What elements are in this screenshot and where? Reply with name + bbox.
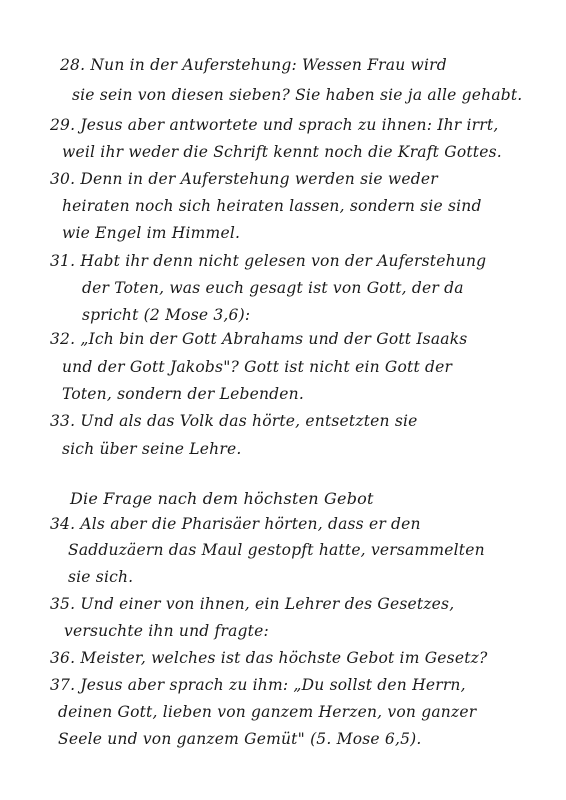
text-line: 29. Jesus aber antwortete und sprach zu ihnen: Ihr irrt,: [50, 116, 499, 134]
text-line: deinen Gott, lieben von ganzem Herzen, von ganzer: [58, 703, 477, 721]
text-line: sie sein von diesen sieben? Sie haben sie ja alle gehabt.: [72, 86, 523, 104]
text-line: sich über seine Lehre.: [62, 440, 242, 458]
text-line: wie Engel im Himmel.: [62, 224, 241, 242]
text-line: heiraten noch sich heiraten lassen, sondern sie sind: [62, 197, 482, 215]
text-line: spricht (2 Mose 3,6):: [82, 306, 251, 324]
text-line: 35. Und einer von ihnen, ein Lehrer des Gesetzes,: [50, 595, 455, 613]
text-line: sie sich.: [68, 568, 134, 586]
text-line: 34. Als aber die Pharisäer hörten, dass er den: [50, 515, 421, 533]
text-line: 36. Meister, welches ist das höchste Gebot im Gesetz?: [50, 649, 488, 667]
text-line: 32. „Ich bin der Gott Abrahams und der Gott Isaaks: [50, 330, 468, 348]
text-line: der Toten, was euch gesagt ist von Gott, der da: [82, 279, 464, 297]
text-line: 28. Nun in der Auferstehung: Wessen Frau wird: [60, 56, 447, 74]
text-line: und der Gott Jakobs"? Gott ist nicht ein Gott der: [62, 358, 453, 376]
section-heading: Die Frage nach dem höchsten Gebot: [70, 489, 374, 508]
text-line: 30. Denn in der Auferstehung werden sie weder: [50, 170, 438, 188]
text-line: Toten, sondern der Lebenden.: [62, 385, 304, 403]
text-line: Seele und von ganzem Gemüt" (5. Mose 6,5).: [58, 730, 422, 748]
text-line: 31. Habt ihr denn nicht gelesen von der Auferstehung: [50, 252, 487, 270]
text-line: 37. Jesus aber sprach zu ihm: „Du sollst den Herrn,: [50, 676, 466, 694]
text-line: versuchte ihn und fragte:: [64, 622, 269, 640]
text-line: weil ihr weder die Schrift kennt noch die Kraft Gottes.: [62, 143, 502, 161]
text-line: Sadduzäern das Maul gestopft hatte, versammelten: [68, 541, 485, 559]
text-line: 33. Und als das Volk das hörte, entsetzten sie: [50, 412, 418, 430]
